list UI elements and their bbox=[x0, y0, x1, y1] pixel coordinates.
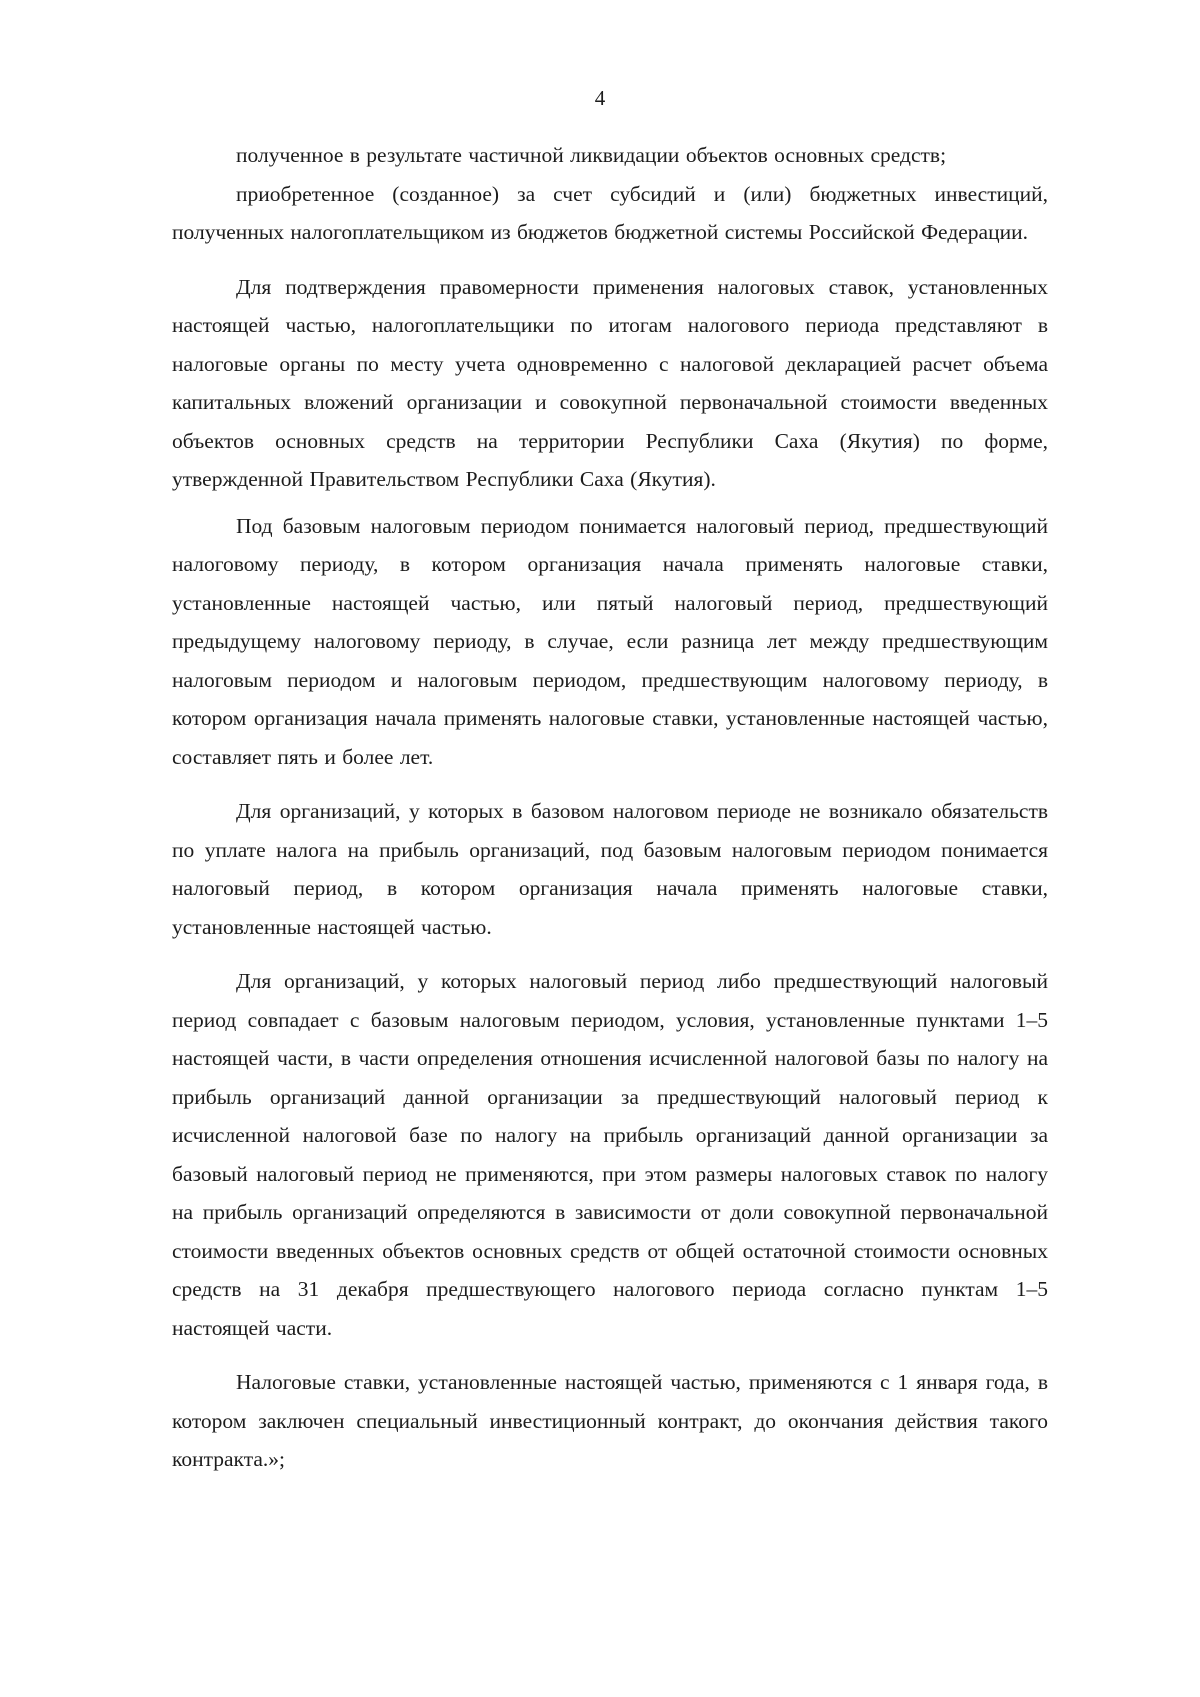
paragraph-6: Для организаций, у которых налоговый период либо предшествующий налоговый период совпадает с базовым налоговым периодом, условия, установленные пунктами 1–5 настоящей части, в части определения отношения исчисленной налоговой базы по налогу на прибыль организаций данной организации за предшествующий налоговый период к исчисленной налоговой базе по налогу на прибыль организаций данной организации за базовый налоговый период не применяются, при этом размеры налоговых ставок по налогу на прибыль организаций определяются в зависимости от доли совокупной первоначальной стоимости введенных объектов основных средств от общей остаточной стоимости основных средств на 31 декабря предшествующего налогового периода согласно пунктам 1–5 настоящей части. bbox=[172, 969, 1048, 1340]
paragraph-7: Налоговые ставки, установленные настоящей частью, применяются с 1 января года, в котором заключен специальный инвестиционный контракт, до окончания действия такого контракта.»; bbox=[172, 1370, 1048, 1471]
paragraph-3: Для подтверждения правомерности применения налоговых ставок, установленных настоящей частью, налогоплательщики по итогам налогового периода представляют в налоговые органы по месту учета одновременно с налоговой декларацией расчет объема капитальных вложений организации и совокупной первоначальной стоимости введенных объектов основных средств на территории Республики Саха (Якутия) по форме, утвержденной Правительством Республики Саха (Якутия). bbox=[172, 274, 1048, 491]
paragraph-1: полученное в результате частичной ликвидации объектов основных средств; bbox=[236, 143, 947, 167]
document-body bbox=[172, 136, 1048, 1479]
paragraph-4: Под базовым налоговым периодом понимается налоговый период, предшествующий налоговому периоду, в котором организация начала применять налоговые ставки, установленные настоящей частью, или пятый налоговый период, предшествующий предыдущему налоговому периоду, в случае, если разница лет между предшествующим налоговым периодом и налоговым периодом, предшествующим налоговому периоду, в котором организация начала применять налоговые ставки, установленные настоящей частью, составляет пять и более лет. bbox=[172, 513, 1048, 769]
page-number: 4 bbox=[594, 86, 606, 110]
paragraph-5: Для организаций, у которых в базовом налоговом периоде не возникало обязательств по уплате налога на прибыль организаций, под базовым налоговым периодом понимается налоговый период, в котором организация начала применять налоговые ставки, установленные настоящей частью. bbox=[172, 799, 1048, 939]
paragraph-2: приобретенное (созданное) за счет субсидий и (или) бюджетных инвестиций, полученных налогоплательщиком из бюджетов бюджетной системы Российской Федерации. bbox=[172, 181, 1048, 244]
